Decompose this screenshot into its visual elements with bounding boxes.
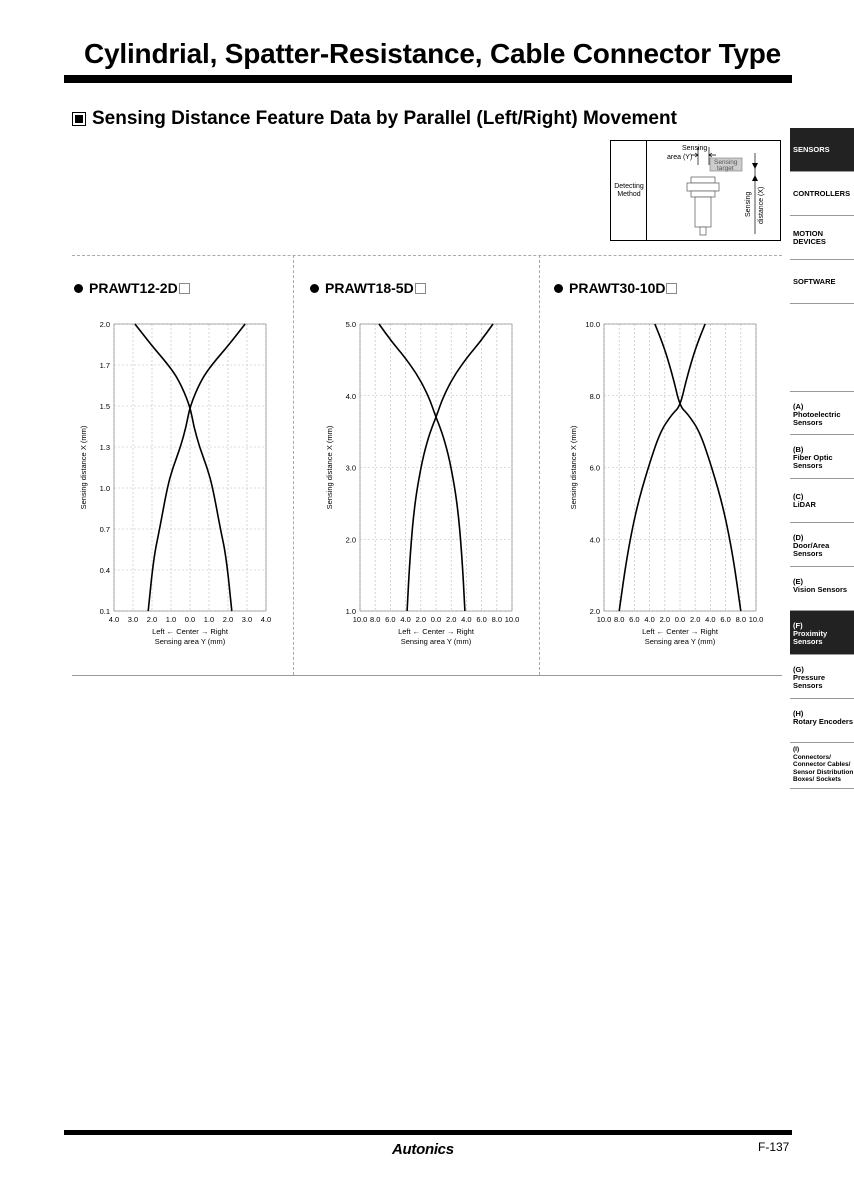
section-square-icon	[72, 112, 86, 126]
x-tick-label: 0.0	[430, 615, 442, 624]
sensing-distance-label-1: Sensing	[745, 191, 752, 217]
sensing-target-label-2: target	[717, 165, 734, 172]
y-tick-label: 1.7	[99, 361, 110, 370]
sensing-target-label-1: Sensing	[714, 159, 738, 166]
side-cat-code: (G)	[793, 665, 804, 674]
side-cat-e[interactable]	[790, 567, 854, 611]
x-axis-label-line1: Left ← Center → Right	[398, 627, 474, 636]
side-cat-code: (H)	[793, 709, 804, 718]
page-number: F-137	[758, 1140, 790, 1154]
x-tick-label: 8.0	[491, 615, 503, 624]
detecting-method-diagram	[647, 141, 780, 240]
y-tick-label: 5.0	[345, 320, 356, 329]
brand-logo: Autonics	[392, 1141, 454, 1158]
side-cat-a[interactable]	[790, 391, 854, 435]
x-tick-label: 1.0	[203, 615, 215, 624]
bullet-icon	[554, 284, 563, 293]
x-tick-label: 6.0	[476, 615, 487, 624]
side-cat-code: (A)	[793, 402, 804, 411]
side-cat-c[interactable]	[790, 479, 854, 523]
x-tick-label: 4.0	[461, 615, 472, 624]
side-cat-g[interactable]	[790, 655, 854, 699]
x-tick-label: 2.0	[415, 615, 427, 624]
y-tick-label: 2.0	[589, 607, 600, 616]
bullet-icon	[74, 284, 83, 293]
chart-1-title	[74, 280, 190, 296]
side-cat-b[interactable]	[790, 435, 854, 479]
side-tab-software[interactable]	[790, 260, 854, 304]
side-tab-label: SOFTWARE	[793, 277, 836, 286]
y-axis-label: Sensing distance X (mm)	[325, 425, 334, 510]
x-tick-label: 3.0	[241, 615, 253, 624]
x-tick-label: 3.0	[127, 615, 139, 624]
x-tick-label: 2.0	[659, 615, 671, 624]
sensing-distance-label-2: distance (X)	[758, 186, 765, 224]
side-cat-code: (I)	[793, 746, 800, 753]
side-cat-name: Vision Sensors	[793, 585, 848, 594]
side-tab-label: CONTROLLERS	[793, 188, 851, 198]
chart-2-title	[310, 280, 426, 296]
y-tick-label: 0.4	[99, 566, 110, 575]
side-cat-code: (B)	[793, 445, 804, 454]
chart-3-title-text: PRAWT30-10D	[569, 280, 666, 296]
y-tick-label: 3.0	[345, 463, 356, 473]
x-tick-label: 4.0	[705, 615, 716, 624]
x-tick-label: 4.0	[260, 615, 272, 624]
y-tick-label: 1.0	[99, 484, 110, 493]
model-suffix-box-icon	[415, 283, 426, 294]
x-axis-label-line1: Left ← Center → Right	[152, 627, 228, 636]
y-tick-label: 2.0	[99, 320, 110, 329]
detecting-method-label-line2: Method	[617, 191, 641, 198]
detecting-method-label	[612, 183, 646, 199]
footer-rule	[64, 1130, 792, 1135]
side-tab-sensors[interactable]	[790, 128, 854, 172]
x-tick-label: 10.0	[596, 615, 612, 624]
side-cat-name: Connectors/ Connector Cables/ Sensor Distribution Boxes/ Sockets	[793, 753, 854, 783]
chart-3-title	[554, 280, 677, 296]
series-line-2	[135, 324, 232, 611]
plot-frame	[114, 324, 266, 611]
proximity-sensor-icon	[687, 177, 719, 235]
y-tick-label: 4.0	[589, 535, 600, 545]
y-tick-label: 1.5	[99, 402, 110, 411]
x-tick-label: 4.0	[400, 615, 411, 624]
y-tick-label: 0.7	[99, 525, 110, 534]
series-line-1	[148, 324, 245, 611]
x-tick-label: 8.0	[613, 615, 625, 624]
x-axis-label-line2: Sensing area Y (mm)	[154, 637, 226, 646]
panel-top-rule	[72, 255, 782, 256]
side-cat-i[interactable]	[790, 743, 854, 789]
side-tab-label: SENSORS	[793, 144, 830, 154]
x-tick-label: 0.0	[674, 615, 686, 624]
y-axis-label: Sensing distance X (mm)	[79, 425, 88, 510]
side-tab-motion-devices[interactable]	[790, 216, 854, 260]
x-axis-label-line2: Sensing area Y (mm)	[644, 637, 716, 646]
section-heading	[72, 108, 677, 130]
side-tab-label: MOTION DEVICES	[793, 228, 826, 246]
y-tick-label: 1.3	[99, 443, 110, 452]
model-suffix-box-icon	[179, 283, 190, 294]
y-tick-label: 4.0	[345, 391, 356, 401]
x-tick-label: 8.0	[735, 615, 747, 624]
x-tick-label: 2.0	[146, 615, 158, 624]
side-cat-code: (C)	[793, 492, 804, 501]
x-tick-label: 4.0	[644, 615, 655, 624]
y-tick-label: 0.1	[99, 607, 110, 616]
x-tick-label: 10.0	[748, 615, 764, 624]
y-tick-label: 10.0	[585, 320, 600, 329]
chart-prawt18	[320, 312, 538, 652]
bullet-icon	[310, 284, 319, 293]
x-tick-label: 2.0	[689, 615, 701, 624]
x-axis-label-line2: Sensing area Y (mm)	[400, 637, 472, 646]
x-tick-label: 6.0	[720, 615, 731, 624]
sensing-area-label-2: area (Y)	[667, 154, 693, 161]
chart-2-title-text: PRAWT18-5D	[325, 280, 414, 296]
y-axis-label: Sensing distance X (mm)	[569, 425, 578, 510]
side-cat-name: Fiber Optic Sensors	[793, 453, 833, 470]
title-rule	[64, 75, 792, 83]
x-tick-label: 2.0	[445, 615, 457, 624]
side-cat-h[interactable]	[790, 699, 854, 743]
chart-prawt12	[74, 312, 292, 652]
y-tick-label: 1.0	[345, 607, 356, 616]
side-cat-f[interactable]	[790, 611, 854, 655]
x-tick-label: 4.0	[108, 615, 120, 624]
panel-bottom-rule	[72, 675, 782, 676]
side-cat-name: Proximity Sensors	[793, 629, 828, 646]
chart-1-title-text: PRAWT12-2D	[89, 280, 178, 296]
panel-divider-2	[539, 255, 540, 675]
x-tick-label: 8.0	[369, 615, 381, 624]
x-tick-label: 10.0	[352, 615, 368, 624]
x-tick-label: 2.0	[222, 615, 234, 624]
section-heading-text: Sensing Distance Feature Data by Parallel (Left/Right) Movement	[92, 108, 677, 129]
sensing-area-label-1: Sensing	[682, 145, 708, 152]
side-cat-name: LiDAR	[793, 500, 816, 509]
model-suffix-box-icon	[666, 283, 677, 294]
side-cat-code: (F)	[793, 621, 803, 630]
side-cat-code: (E)	[793, 577, 803, 586]
x-tick-label: 6.0	[629, 615, 640, 624]
page-title: Cylindrial, Spatter-Resistance, Cable Connector Type	[84, 38, 782, 69]
x-tick-label: 1.0	[165, 615, 177, 624]
x-tick-label: 6.0	[385, 615, 396, 624]
side-tab-controllers[interactable]	[790, 172, 854, 216]
x-axis-label-line1: Left ← Center → Right	[642, 627, 718, 636]
y-tick-label: 8.0	[589, 391, 600, 401]
x-tick-label: 10.0	[504, 615, 520, 624]
y-tick-label: 2.0	[345, 535, 356, 545]
side-cat-name: Pressure Sensors	[793, 673, 826, 690]
side-cat-name: Door/Area Sensors	[793, 541, 830, 558]
side-cat-code: (D)	[793, 533, 804, 542]
x-tick-label: 0.0	[184, 615, 196, 624]
side-cat-name: Rotary Encoders	[793, 717, 854, 726]
detecting-method-label-line1: Detecting	[614, 183, 644, 190]
side-cat-d[interactable]	[790, 523, 854, 567]
chart-prawt30	[564, 312, 782, 652]
side-cat-name: Photoelectric Sensors	[793, 410, 841, 427]
y-tick-label: 6.0	[589, 463, 600, 473]
panel-divider-1	[293, 255, 294, 675]
